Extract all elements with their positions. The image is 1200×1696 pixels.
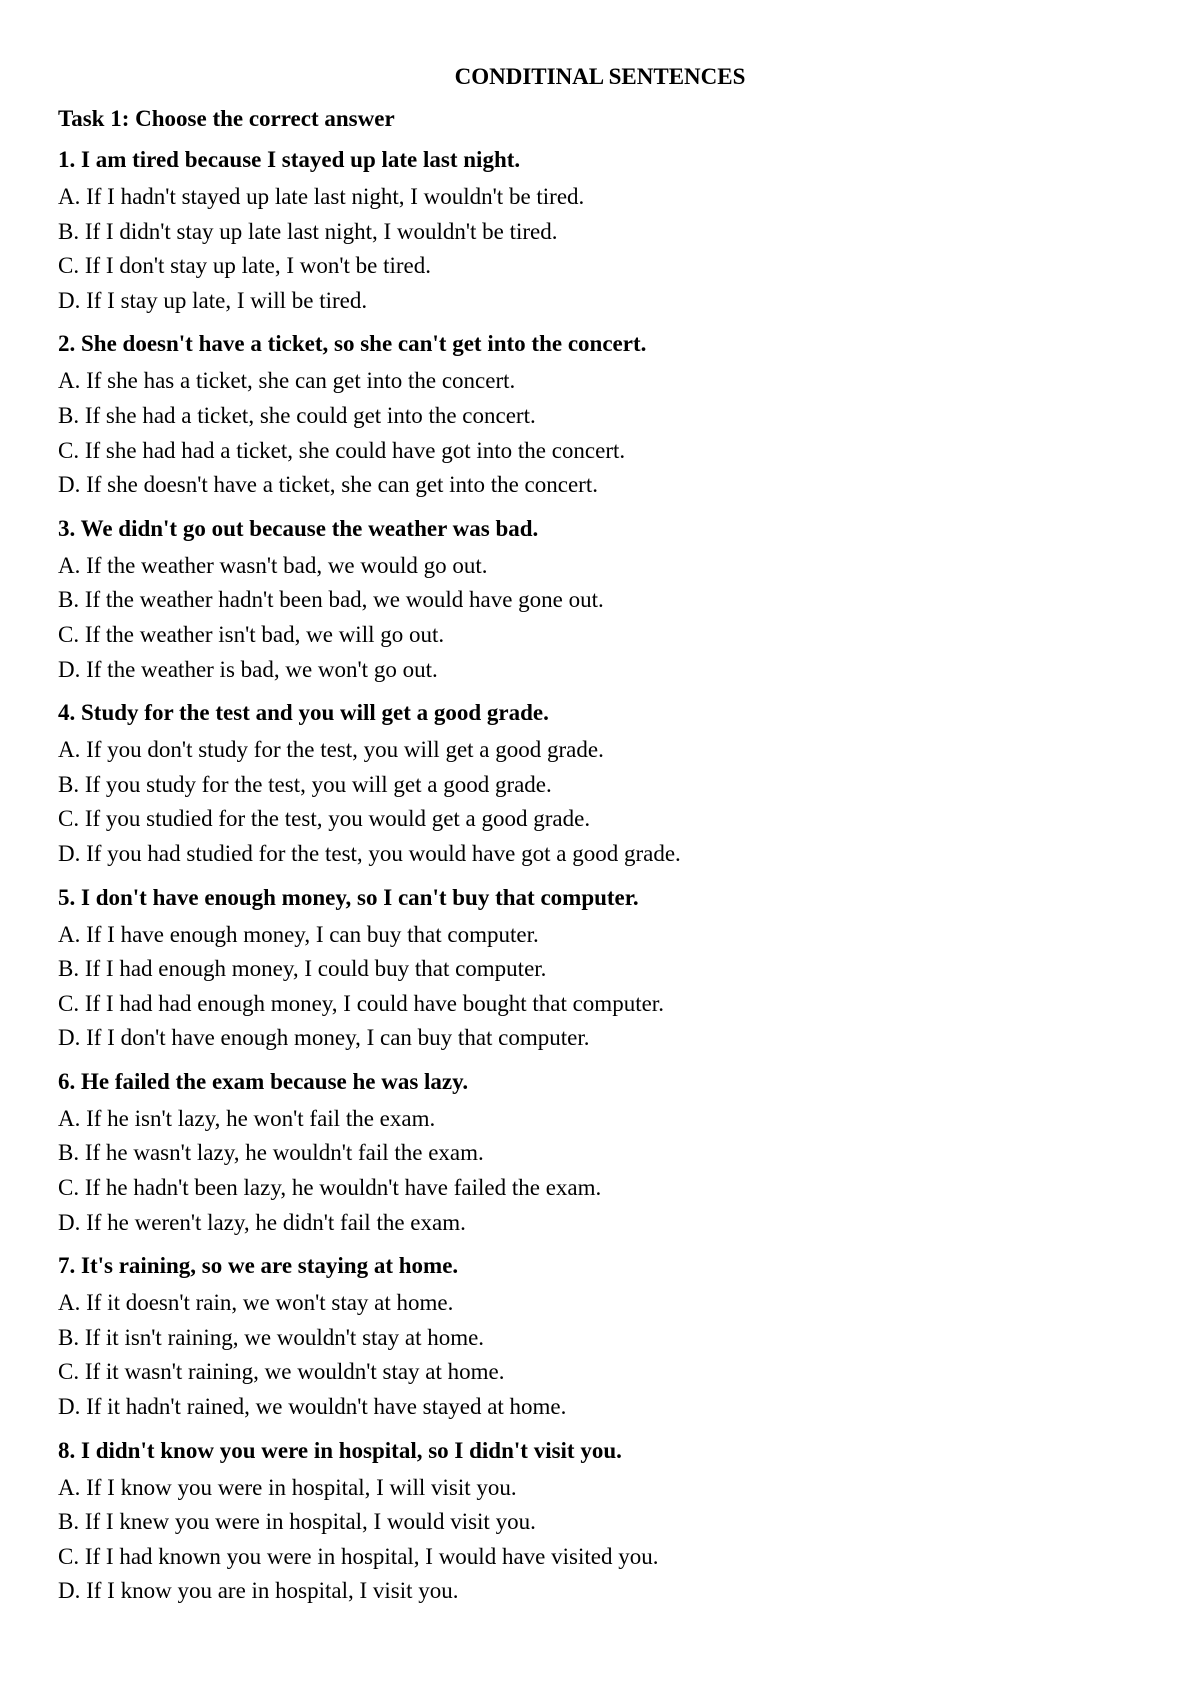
question-stem: 6. He failed the exam because he was lazy. [58,1068,469,1094]
answer-option-b: B. If I didn't stay up late last night, I wouldn't be tired. [58,218,558,244]
answer-option-d: D. If it hadn't rained, we wouldn't have stayed at home. [58,1394,567,1420]
answer-option-c: C. If I had had enough money, I could have bought that computer. [58,990,664,1016]
task-heading: Task 1: Choose the correct answer [58,106,395,131]
answer-option-d: D. If he weren't lazy, he didn't fail the exam. [58,1209,466,1235]
answer-option-c: C. If the weather isn't bad, we will go out. [58,621,445,647]
answer-option-a: A. If you don't study for the test, you will get a good grade. [58,737,604,763]
question-block [58,509,1148,693]
answer-option-d: D. If I don't have enough money, I can buy that computer. [58,1025,590,1051]
answer-option-c: C. If I had known you were in hospital, I would have visited you. [58,1543,659,1569]
answer-option-c: C. If he hadn't been lazy, he wouldn't have failed the exam. [58,1175,602,1201]
question-list [58,140,1148,1615]
answer-option-d: D. If I stay up late, I will be tired. [58,287,368,313]
question-block [58,140,1148,324]
answer-option-d: D. If she doesn't have a ticket, she can get into the concert. [58,472,598,498]
question-block [58,693,1148,877]
answer-option-b: B. If she had a ticket, she could get into the concert. [58,402,536,428]
question-block [58,1246,1148,1430]
answer-option-b: B. If it isn't raining, we wouldn't stay at home. [58,1324,485,1350]
answer-option-a: A. If the weather wasn't bad, we would go out. [58,552,488,578]
answer-option-b: B. If he wasn't lazy, he wouldn't fail the exam. [58,1140,484,1166]
answer-option-c: C. If you studied for the test, you would get a good grade. [58,806,591,832]
answer-option-b: B. If the weather hadn't been bad, we would have gone out. [58,587,604,613]
answer-option-c: C. If she had had a ticket, she could have got into the concert. [58,437,626,463]
answer-option-b: B. If you study for the test, you will get a good grade. [58,771,552,797]
answer-option-d: D. If I know you are in hospital, I visit you. [58,1578,459,1604]
answer-option-b: B. If I had enough money, I could buy that computer. [58,956,547,982]
question-stem: 2. She doesn't have a ticket, so she can't get into the concert. [58,331,647,357]
question-stem: 8. I didn't know you were in hospital, so I didn't visit you. [58,1437,622,1463]
answer-option-a: A. If I have enough money, I can buy that computer. [58,921,539,947]
answer-option-b: B. If I knew you were in hospital, I would visit you. [58,1509,536,1535]
answer-option-a: A. If I hadn't stayed up late last night, I wouldn't be tired. [58,184,585,209]
question-stem: 4. Study for the test and you will get a good grade. [58,700,549,726]
answer-option-d: D. If the weather is bad, we won't go out. [58,656,438,682]
answer-option-a: A. If it doesn't rain, we won't stay at home. [58,1290,454,1316]
question-block [58,1431,1148,1615]
question-block [58,324,1148,508]
answer-option-c: C. If it wasn't raining, we wouldn't stay at home. [58,1359,505,1385]
answer-option-c: C. If I don't stay up late, I won't be tired. [58,253,432,279]
question-stem: 5. I don't have enough money, so I can't buy that computer. [58,884,639,910]
question-stem: 1. I am tired because I stayed up late last night. [58,147,521,172]
question-block [58,878,1148,1062]
question-block [58,1062,1148,1246]
question-stem: 3. We didn't go out because the weather was bad. [58,515,539,541]
question-spacer [58,1609,1148,1615]
worksheet-title: CONDITINAL SENTENCES [454,64,746,89]
question-stem: 7. It's raining, so we are staying at home. [58,1253,459,1279]
answer-option-a: A. If she has a ticket, she can get into the concert. [58,368,516,394]
worksheet-body [58,62,1148,1615]
answer-option-a: A. If he isn't lazy, he won't fail the exam. [58,1105,436,1131]
answer-option-a: A. If I know you were in hospital, I will visit you. [58,1474,517,1500]
answer-option-d: D. If you had studied for the test, you would have got a good grade. [58,840,681,866]
